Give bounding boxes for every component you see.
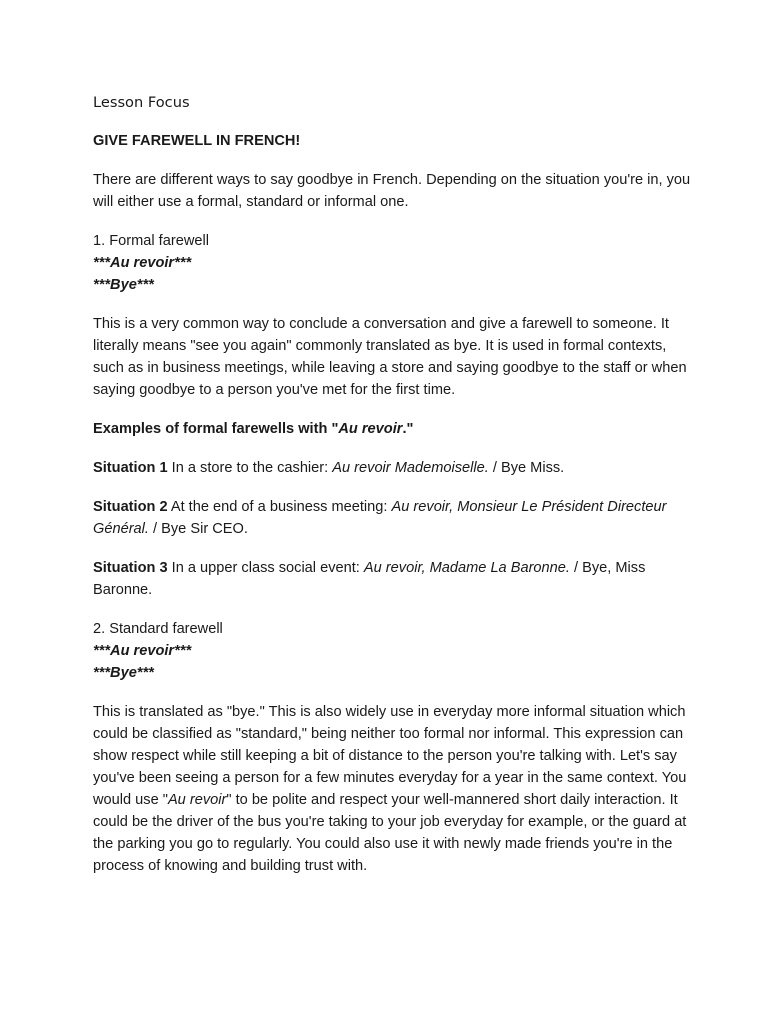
standard-farewell-heading: 2. Standard farewell xyxy=(93,621,223,637)
situation-label: Situation 2 xyxy=(93,499,168,515)
situation-2 xyxy=(93,496,693,540)
examples-heading xyxy=(93,418,693,440)
situation-label: Situation 3 xyxy=(93,560,168,576)
formal-farewell-block xyxy=(93,230,693,296)
situation-french: Au revoir, Madame La Baronne. xyxy=(363,560,570,576)
situation-context: In a upper class social event: xyxy=(167,560,364,576)
standard-description-part1: This is translated as "bye." This is also widely use in everyday more informal situation which could be classified as "standard," being neither too formal nor informal. This expression can show respect while still keeping a bit of distance to the person you're talking with. Let's say you've been seeing a person for a few minutes everyday for a year in the same context. You would use " xyxy=(93,704,687,808)
standard-phrase-au-revoir: ***Au revoir*** xyxy=(93,643,192,659)
situation-context: At the end of a business meeting: xyxy=(167,499,392,515)
page-title: GIVE FAREWELL IN FRENCH! xyxy=(93,133,301,149)
standard-description xyxy=(93,701,693,877)
examples-heading-suffix: ." xyxy=(402,421,414,437)
situation-french: Au revoir Mademoiselle. xyxy=(332,460,489,476)
standard-farewell-block xyxy=(93,618,693,684)
situation-translation: / Bye, Miss Baronne. xyxy=(93,560,646,598)
situation-translation: / Bye Sir CEO. xyxy=(148,521,248,537)
situation-french: Au revoir, Monsieur Le Président Directeur Général. xyxy=(93,499,667,537)
formal-farewell-heading: 1. Formal farewell xyxy=(93,233,209,249)
standard-description-part2: " to be polite and respect your well-mannered short daily interaction. It could be the driver of the bus you're taking to your job everyday for example, or the guard at the parking you go to regularly. You could also use it with newly made friends you're in the process of knowing and building trust with. xyxy=(93,792,687,874)
document-content xyxy=(93,91,693,894)
situation-context: In a store to the cashier: xyxy=(167,460,333,476)
formal-phrase-bye: ***Bye*** xyxy=(93,277,154,293)
formal-description: This is a very common way to conclude a conversation and give a farewell to someone. It literally means "see you again" commonly translated as bye. It is used in formal contexts, such as in business meetings, while leaving a store and saying goodbye to the staff or when saying goodbye to a person you've met for the first time. xyxy=(93,316,687,398)
situation-label: Situation 1 xyxy=(93,460,168,476)
standard-phrase-bye: ***Bye*** xyxy=(93,665,154,681)
formal-phrase-au-revoir: ***Au revoir*** xyxy=(93,255,192,271)
examples-heading-italic: Au revoir xyxy=(338,421,403,437)
lesson-focus-label: Lesson Focus xyxy=(93,94,190,111)
situation-1 xyxy=(93,457,693,479)
intro-paragraph: There are different ways to say goodbye in French. Depending on the situation you're in, you will either use a formal, standard or informal one. xyxy=(93,172,691,210)
examples-heading-prefix: Examples of formal farewells with " xyxy=(93,421,339,437)
situation-3 xyxy=(93,557,693,601)
standard-description-italic: Au revoir xyxy=(167,792,227,808)
situation-translation: / Bye Miss. xyxy=(488,460,565,476)
